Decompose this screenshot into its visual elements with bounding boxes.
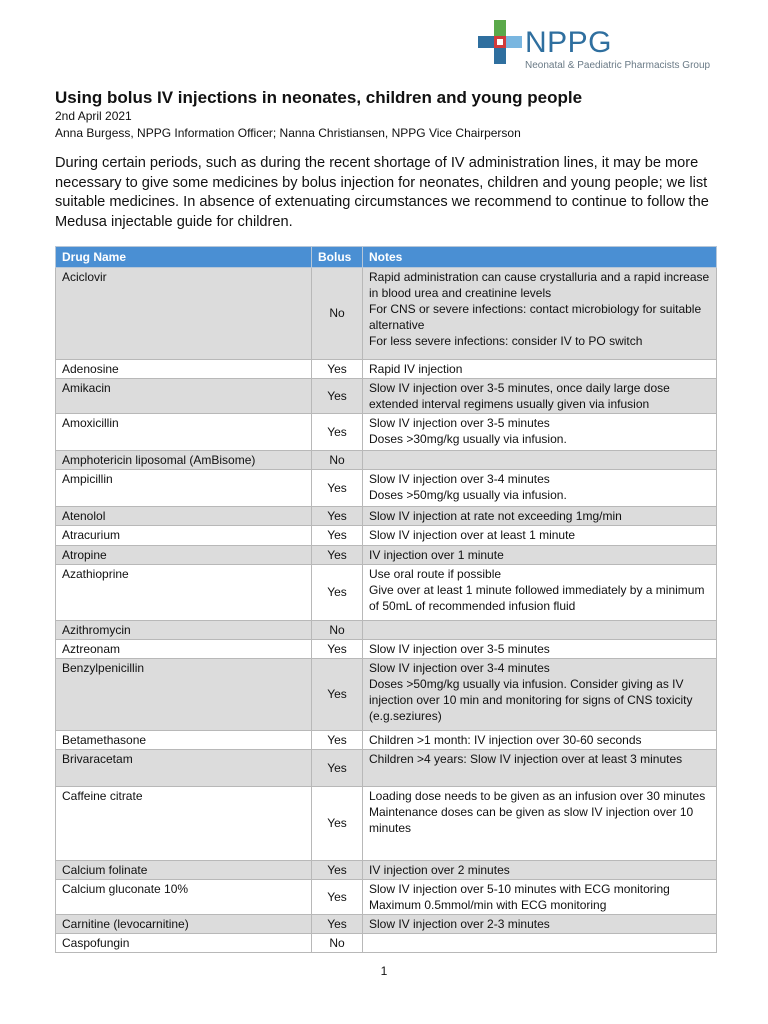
bolus-cell: Yes bbox=[312, 658, 363, 730]
note-line: For less severe infections: consider IV to PO switch bbox=[369, 334, 643, 349]
table-row bbox=[56, 658, 717, 730]
bolus-cell: Yes bbox=[312, 860, 363, 879]
nppg-cross-icon bbox=[478, 20, 522, 64]
notes-cell bbox=[363, 526, 717, 545]
bolus-cell: No bbox=[312, 451, 363, 470]
notes-cell bbox=[363, 620, 717, 639]
note-line: Slow IV injection over 3-5 minutes bbox=[369, 641, 550, 656]
nppg-logo bbox=[478, 20, 728, 76]
notes-cell bbox=[363, 470, 717, 507]
note-line: Doses >50mg/kg usually via infusion. bbox=[369, 488, 567, 503]
table-row bbox=[56, 545, 717, 564]
document-title: Using bolus IV injections in neonates, children and young people bbox=[55, 88, 583, 107]
bolus-cell: Yes bbox=[312, 360, 363, 379]
note-line: Doses >30mg/kg usually via infusion. bbox=[369, 432, 567, 447]
bolus-cell: Yes bbox=[312, 414, 363, 451]
drug-name-cell: Amphotericin liposomal (AmBisome) bbox=[56, 451, 312, 470]
notes-cell bbox=[363, 379, 717, 414]
bolus-cell: Yes bbox=[312, 507, 363, 526]
note-line: Slow IV injection over 3-4 minutes bbox=[369, 660, 550, 675]
logo-title: NPPG bbox=[525, 26, 613, 59]
drug-name-cell: Atracurium bbox=[56, 526, 312, 545]
table-row bbox=[56, 564, 717, 620]
note-line: For CNS or severe infections: contact microbiology for suitable alternative bbox=[369, 302, 702, 333]
bolus-cell: Yes bbox=[312, 526, 363, 545]
table-row bbox=[56, 414, 717, 451]
drug-name-cell: Aciclovir bbox=[56, 268, 312, 360]
drug-name-cell: Carnitine (levocarnitine) bbox=[56, 915, 312, 934]
note-line: Doses >50mg/kg usually via infusion. Consider giving as IV injection over 10 min and monitoring for signs of CNS toxicity (e.g.seziures) bbox=[369, 676, 693, 724]
note-line: Slow IV injection at rate not exceeding 1mg/min bbox=[369, 509, 622, 524]
drug-table bbox=[55, 246, 717, 953]
notes-cell bbox=[363, 934, 717, 953]
note-line: IV injection over 2 minutes bbox=[369, 862, 510, 877]
bolus-cell: Yes bbox=[312, 545, 363, 564]
note-line: Slow IV injection over 3-5 minutes bbox=[369, 416, 550, 431]
table-row bbox=[56, 639, 717, 658]
table-row bbox=[56, 860, 717, 879]
notes-cell bbox=[363, 915, 717, 934]
notes-cell bbox=[363, 749, 717, 786]
notes-cell bbox=[363, 564, 717, 620]
table-row bbox=[56, 934, 717, 953]
notes-cell bbox=[363, 730, 717, 749]
bolus-cell: Yes bbox=[312, 915, 363, 934]
drug-name-cell: Brivaracetam bbox=[56, 749, 312, 786]
column-header-drug-name: Drug Name bbox=[56, 247, 312, 268]
note-line: Slow IV injection over 3-5 minutes, once daily large dose extended interval regimens usually given via infusion bbox=[369, 381, 670, 412]
table-row bbox=[56, 451, 717, 470]
bolus-cell: Yes bbox=[312, 470, 363, 507]
note-line: Slow IV injection over at least 1 minute bbox=[369, 528, 576, 543]
drug-name-cell: Ampicillin bbox=[56, 470, 312, 507]
drug-name-cell: Caspofungin bbox=[56, 934, 312, 953]
table-row bbox=[56, 749, 717, 786]
table-row bbox=[56, 786, 717, 860]
drug-name-cell: Amoxicillin bbox=[56, 414, 312, 451]
column-header-bolus: Bolus bbox=[312, 247, 363, 268]
table-row bbox=[56, 526, 717, 545]
bolus-cell: Yes bbox=[312, 749, 363, 786]
notes-cell bbox=[363, 360, 717, 379]
drug-name-cell: Calcium folinate bbox=[56, 860, 312, 879]
bolus-cell: Yes bbox=[312, 730, 363, 749]
notes-cell bbox=[363, 860, 717, 879]
drug-name-cell: Adenosine bbox=[56, 360, 312, 379]
table-row bbox=[56, 379, 717, 414]
note-line: Rapid IV injection bbox=[369, 362, 463, 376]
table-row bbox=[56, 620, 717, 639]
note-line: IV injection over 1 minute bbox=[369, 547, 504, 562]
bolus-cell: No bbox=[312, 620, 363, 639]
note-line: Slow IV injection over 2-3 minutes bbox=[369, 917, 550, 932]
drug-name-cell: Caffeine citrate bbox=[56, 786, 312, 860]
table-row bbox=[56, 730, 717, 749]
table-body bbox=[56, 268, 717, 953]
note-line: Slow IV injection over 3-4 minutes bbox=[369, 472, 550, 487]
bolus-cell: Yes bbox=[312, 379, 363, 414]
note-line: Loading dose needs to be given as an infusion over 30 minutes bbox=[369, 788, 706, 803]
intro-paragraph: During certain periods, such as during the recent shortage of IV administration lines, it may be more necessary to give some medicines by bolus injection for neonates, children and young people; we list suitable medicines. In absence of extenuating circumstances we recommend to continue to follow the Medusa injectable guide for children. bbox=[55, 155, 709, 231]
note-line: Maintenance doses can be given as slow IV injection over 10 minutes bbox=[369, 805, 694, 836]
drug-name-cell: Benzylpenicillin bbox=[56, 658, 312, 730]
bolus-cell: Yes bbox=[312, 564, 363, 620]
table-row bbox=[56, 268, 717, 360]
drug-name-cell: Atenolol bbox=[56, 507, 312, 526]
bolus-cell: Yes bbox=[312, 639, 363, 658]
notes-cell bbox=[363, 451, 717, 470]
bolus-cell: Yes bbox=[312, 880, 363, 915]
table-row bbox=[56, 470, 717, 507]
table-row bbox=[56, 360, 717, 379]
notes-cell bbox=[363, 880, 717, 915]
table-row bbox=[56, 507, 717, 526]
column-header-notes: Notes bbox=[363, 247, 717, 268]
drug-name-cell: Aztreonam bbox=[56, 639, 312, 658]
note-line: Children >1 month: IV injection over 30-60 seconds bbox=[369, 732, 642, 747]
bolus-cell: No bbox=[312, 268, 363, 360]
note-line: Children >4 years: Slow IV injection over at least 3 minutes bbox=[369, 751, 683, 766]
logo-subtitle: Neonatal & Paediatric Pharmacists Group bbox=[525, 60, 711, 71]
bolus-cell: No bbox=[312, 934, 363, 953]
notes-cell bbox=[363, 545, 717, 564]
drug-name-cell: Calcium gluconate 10% bbox=[56, 880, 312, 915]
document-authors: Anna Burgess, NPPG Information Officer; Nanna Christiansen, NPPG Vice Chairperson bbox=[55, 126, 521, 140]
notes-cell bbox=[363, 658, 717, 730]
drug-name-cell: Azathioprine bbox=[56, 564, 312, 620]
notes-cell bbox=[363, 639, 717, 658]
note-line: Slow IV injection over 5-10 minutes with ECG monitoring bbox=[369, 882, 670, 897]
table-row bbox=[56, 880, 717, 915]
page-number: 1 bbox=[380, 964, 388, 978]
drug-name-cell: Atropine bbox=[56, 545, 312, 564]
note-line: Use oral route if possible bbox=[369, 566, 502, 581]
note-line: Maximum 0.5mmol/min with ECG monitoring bbox=[369, 898, 607, 913]
drug-name-cell: Amikacin bbox=[56, 379, 312, 414]
note-line: Rapid administration can cause crystalluria and a rapid increase in blood urea and creatinine levels bbox=[369, 270, 710, 301]
table-header-row bbox=[56, 247, 717, 268]
drug-name-cell: Betamethasone bbox=[56, 730, 312, 749]
table-row bbox=[56, 915, 717, 934]
notes-cell bbox=[363, 268, 717, 360]
notes-cell bbox=[363, 414, 717, 451]
notes-cell bbox=[363, 786, 717, 860]
drug-name-cell: Azithromycin bbox=[56, 620, 312, 639]
notes-cell bbox=[363, 507, 717, 526]
document-date: 2nd April 2021 bbox=[55, 109, 132, 123]
note-line: Give over at least 1 minute followed immediately by a minimum of 50mL of recommended infusion fluid bbox=[369, 582, 705, 613]
bolus-cell: Yes bbox=[312, 786, 363, 860]
